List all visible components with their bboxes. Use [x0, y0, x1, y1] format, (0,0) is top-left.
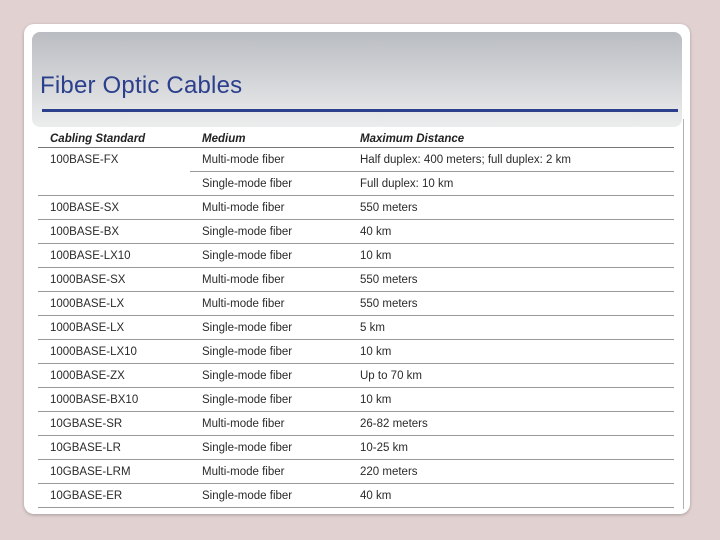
- cell-standard: 1000BASE-SX: [38, 268, 190, 292]
- cell-medium: Multi-mode fiber: [190, 148, 348, 172]
- cell-distance: Half duplex: 400 meters; full duplex: 2 km: [348, 148, 674, 172]
- cell-medium: Multi-mode fiber: [190, 460, 348, 484]
- header-cabling-standard: Cabling Standard: [38, 129, 190, 148]
- cell-medium: Single-mode fiber: [190, 484, 348, 508]
- header-medium: Medium: [190, 129, 348, 148]
- table-row: [38, 148, 674, 172]
- header-maximum-distance: Maximum Distance: [348, 129, 674, 148]
- slide: [24, 24, 690, 514]
- cell-standard: 1000BASE-ZX: [38, 364, 190, 388]
- cell-distance: 220 meters: [348, 460, 674, 484]
- table-row: [38, 388, 674, 412]
- cell-distance: 40 km: [348, 220, 674, 244]
- cell-medium: Single-mode fiber: [190, 340, 348, 364]
- table-row: [38, 436, 674, 460]
- cell-medium: Single-mode fiber: [190, 436, 348, 460]
- cell-medium: Single-mode fiber: [190, 316, 348, 340]
- table-row: [38, 172, 674, 196]
- cell-distance: 5 km: [348, 316, 674, 340]
- cell-medium: Single-mode fiber: [190, 172, 348, 196]
- cell-medium: Multi-mode fiber: [190, 412, 348, 436]
- cell-standard: 1000BASE-LX: [38, 316, 190, 340]
- table-row: [38, 460, 674, 484]
- cell-standard: [38, 172, 190, 196]
- table-row: [38, 364, 674, 388]
- cell-distance: 10 km: [348, 340, 674, 364]
- cell-distance: 10 km: [348, 388, 674, 412]
- cell-medium: Multi-mode fiber: [190, 196, 348, 220]
- table-row: [38, 292, 674, 316]
- cell-distance: 40 km: [348, 484, 674, 508]
- cell-standard: 10GBASE-LRM: [38, 460, 190, 484]
- cell-standard: 100BASE-BX: [38, 220, 190, 244]
- table-row: [38, 220, 674, 244]
- cell-medium: Single-mode fiber: [190, 364, 348, 388]
- cell-distance: 10-25 km: [348, 436, 674, 460]
- cell-distance: 26-82 meters: [348, 412, 674, 436]
- table-row: [38, 340, 674, 364]
- cell-standard: 10GBASE-SR: [38, 412, 190, 436]
- cell-standard: 1000BASE-BX10: [38, 388, 190, 412]
- right-divider: [683, 119, 684, 509]
- table-row: [38, 268, 674, 292]
- cell-standard: 10GBASE-LR: [38, 436, 190, 460]
- cell-standard: 1000BASE-LX10: [38, 340, 190, 364]
- cell-distance: 550 meters: [348, 292, 674, 316]
- cell-standard: 10GBASE-ER: [38, 484, 190, 508]
- cell-medium: Single-mode fiber: [190, 220, 348, 244]
- table-row: [38, 316, 674, 340]
- cell-distance: 10 km: [348, 244, 674, 268]
- cell-distance: Full duplex: 10 km: [348, 172, 674, 196]
- cell-medium: Multi-mode fiber: [190, 292, 348, 316]
- table-row: [38, 244, 674, 268]
- cell-medium: Single-mode fiber: [190, 388, 348, 412]
- cable-standards-table: [38, 129, 674, 508]
- table-row: [38, 412, 674, 436]
- cell-medium: Single-mode fiber: [190, 244, 348, 268]
- table-header-row: [38, 129, 674, 148]
- cell-standard: 1000BASE-LX: [38, 292, 190, 316]
- cell-medium: Multi-mode fiber: [190, 268, 348, 292]
- slide-title: Fiber Optic Cables: [40, 72, 243, 99]
- table-body: [38, 148, 674, 508]
- cell-standard: 100BASE-SX: [38, 196, 190, 220]
- cell-distance: 550 meters: [348, 268, 674, 292]
- cell-standard: 100BASE-FX: [50, 153, 119, 166]
- cell-distance: 550 meters: [348, 196, 674, 220]
- table-row: [38, 196, 674, 220]
- cell-standard: 100BASE-LX10: [38, 244, 190, 268]
- title-underline: [42, 109, 678, 112]
- cell-distance: Up to 70 km: [348, 364, 674, 388]
- table-row: [38, 484, 674, 508]
- cable-table-container: [38, 129, 678, 508]
